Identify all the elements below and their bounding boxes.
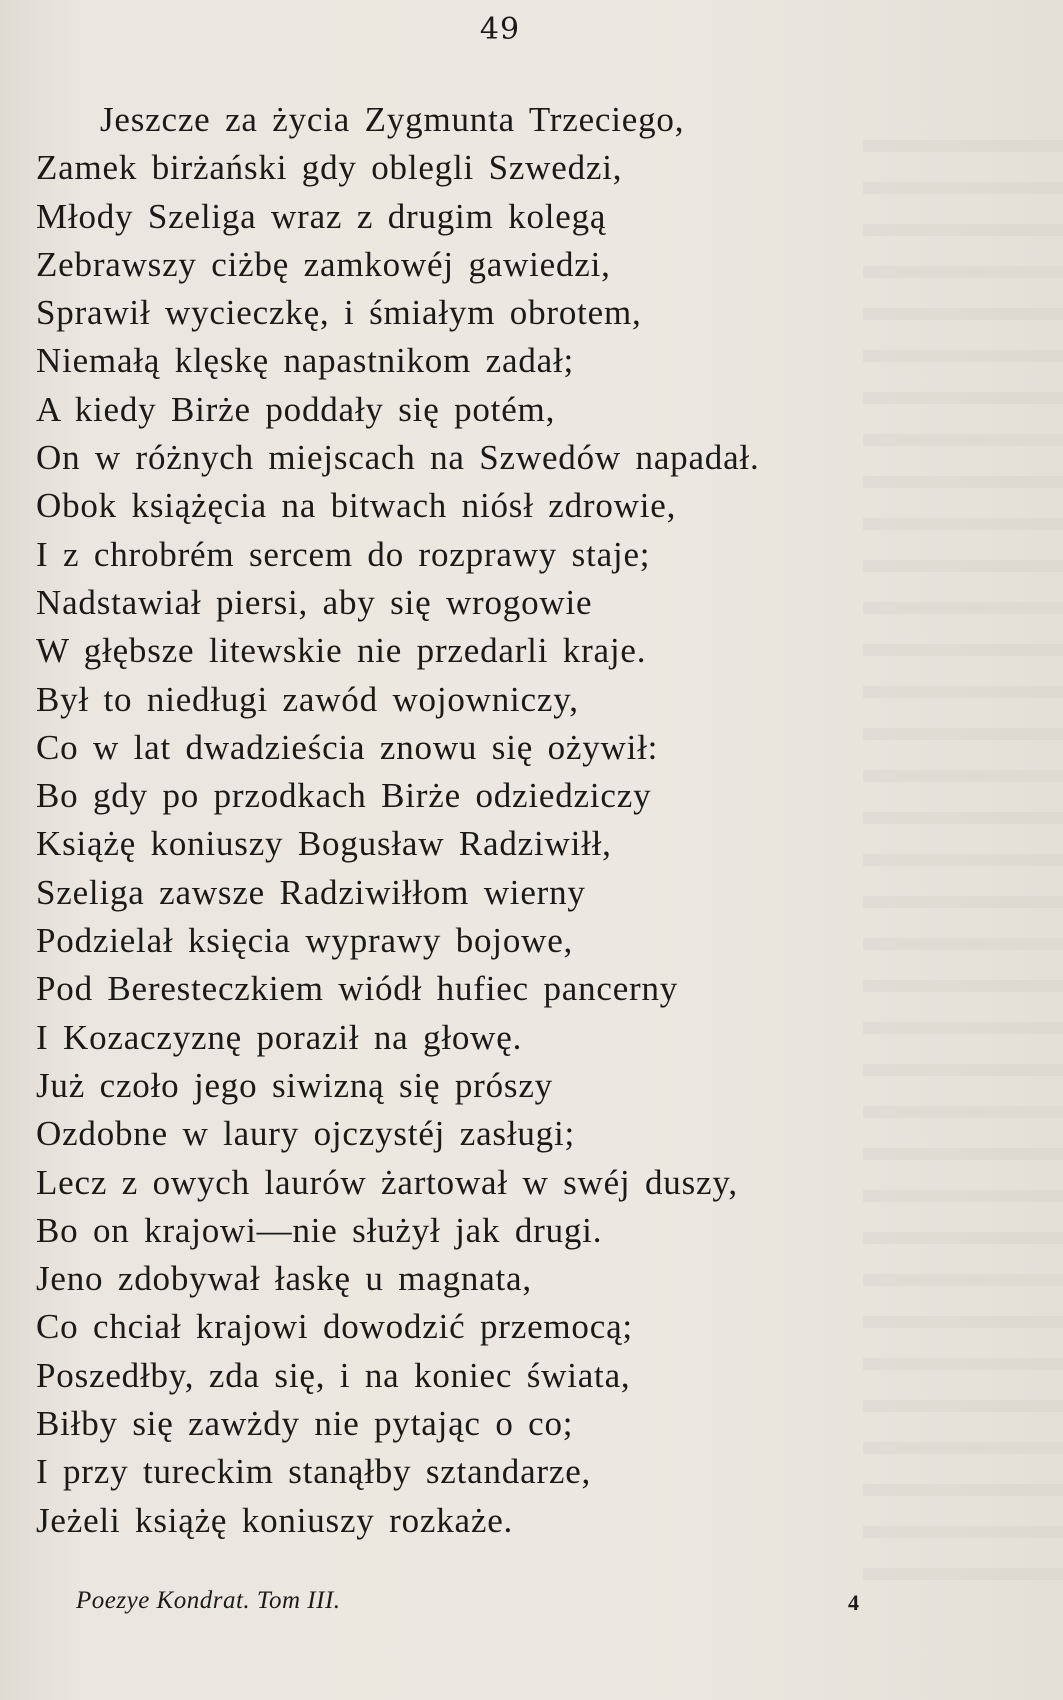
poem-line: Podzielał księcia wyprawy bojowe,: [36, 921, 574, 961]
poem-line: Niemałą klęskę napastnikom zadał;: [36, 341, 575, 381]
poem-line: Ozdobne w laury ojczystéj zasługi;: [36, 1114, 575, 1154]
poem-line: W głębsze litewskie nie przedarli kraje.: [36, 631, 647, 671]
poem-line: Młody Szeliga wraz z drugim kolegą: [36, 196, 607, 236]
poem-line: Był to niedługi zawód wojowniczy,: [36, 679, 579, 719]
poem-line: I z chrobrém sercem do rozprawy staje;: [36, 534, 651, 574]
poem-line: Lecz z owych laurów żartował w swéj duszy,: [36, 1162, 738, 1202]
poem-text: [36, 96, 896, 1545]
poem-line: Pod Beresteczkiem wiódł hufiec pancerny: [36, 969, 679, 1009]
poem-line: Co chciał krajowi dowodzić przemocą;: [36, 1307, 633, 1347]
poem-line: Książę koniuszy Bogusław Radziwiłł,: [36, 824, 612, 864]
poem-line: Co w lat dwadzieścia znowu się ożywił:: [36, 727, 659, 767]
poem-line: A kiedy Birże poddały się potém,: [36, 389, 556, 429]
poem-line: Sprawił wycieczkę, i śmiałym obrotem,: [36, 293, 642, 333]
poem-line: On w różnych miejscach na Szwedów napadał.: [36, 438, 760, 478]
poem-line: Biłby się zawżdy nie pytając o co;: [36, 1404, 574, 1444]
page-number: 49: [479, 12, 521, 47]
poem-line: Bo on krajowi—nie służył jak drugi.: [36, 1210, 603, 1250]
poem-line: Bo gdy po przodkach Birże odziedziczy: [36, 776, 652, 816]
poem-line: Nadstawiał piersi, aby się wrogowie: [36, 582, 593, 622]
poem-line: Jeno zdobywał łaskę u magnata,: [36, 1259, 532, 1299]
poem-line: Zebrawszy ciżbę zamkowéj gawiedzi,: [36, 244, 611, 284]
poem-line: Jeżeli książę koniuszy rozkaże.: [36, 1500, 514, 1540]
poem-line: Obok książęcia na bitwach niósł zdrowie,: [36, 486, 677, 526]
poem-line: I Kozaczyznę poraził na głowę.: [36, 1017, 523, 1057]
poem-line: Już czoło jego siwizną się prószy: [36, 1065, 553, 1105]
poem-line: I przy tureckim stanąłby sztandarze,: [36, 1452, 592, 1492]
poem-line: Poszedłby, zda się, i na koniec świata,: [36, 1355, 631, 1395]
sheet-number: 4: [848, 1590, 859, 1615]
footer-signature: Poezye Kondrat. Tom III.: [76, 1587, 341, 1614]
poem-line: Szeliga zawsze Radziwiłłom wierny: [36, 872, 586, 912]
poem-line: Jeszcze za życia Zygmunta Trzeciego,: [100, 100, 685, 139]
poem-line: Zamek birżański gdy oblegli Szwedzi,: [36, 148, 623, 188]
